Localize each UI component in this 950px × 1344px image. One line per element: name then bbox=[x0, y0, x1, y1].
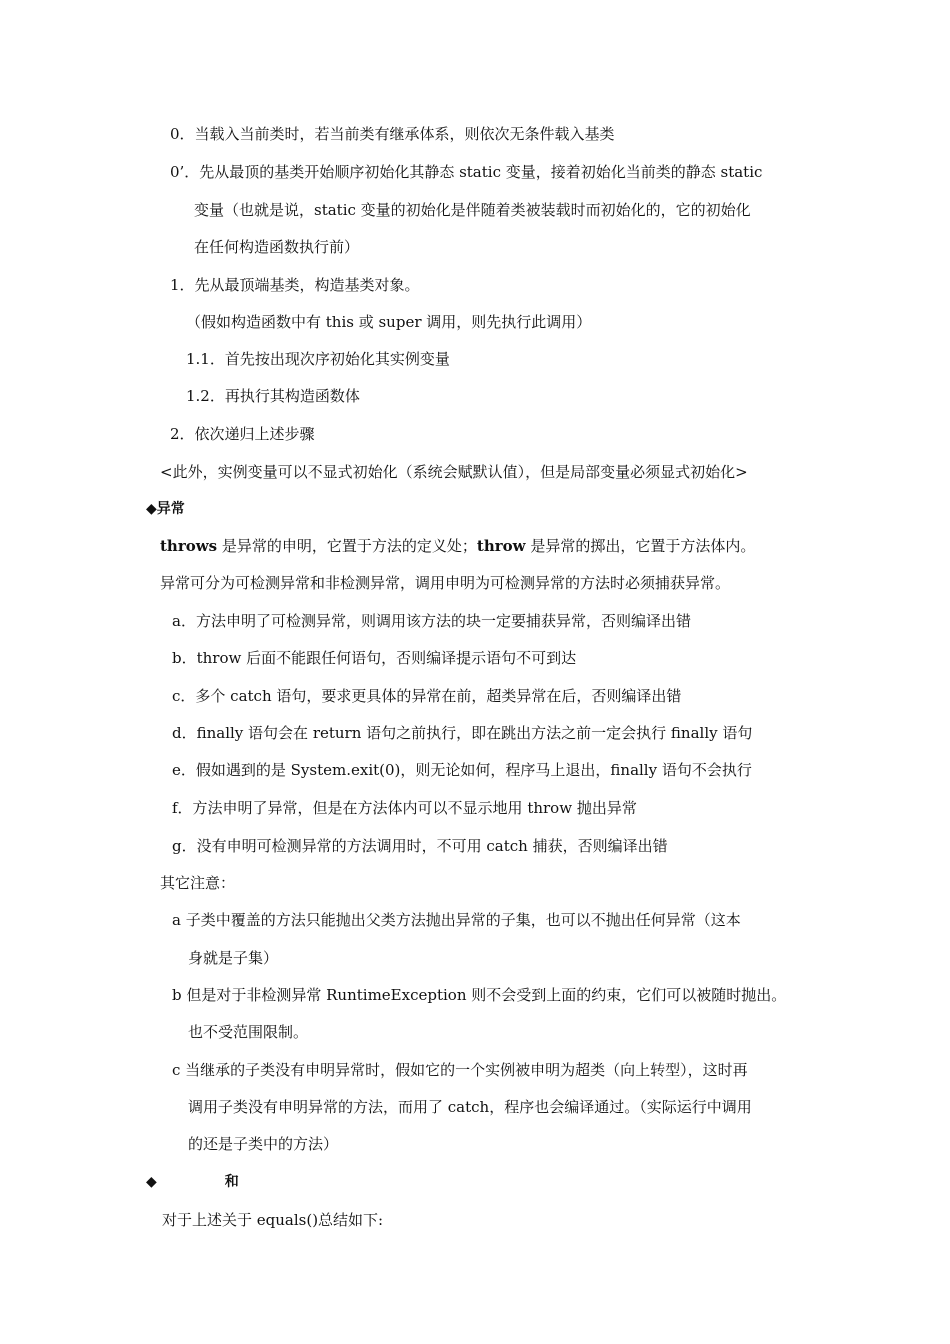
other-notes-title: 其它注意： bbox=[160, 874, 236, 892]
rule-item: f．方法申明了异常，但是在方法体内可以不显示地用 throw 抛出异常 bbox=[172, 799, 637, 817]
other-note-a-line1: a 子类中覆盖的方法只能抛出父类方法抛出异常的子集，也可以不抛出任何异常（这本 bbox=[172, 911, 741, 929]
other-note-c-line1: c 当继承的子类没有申明异常时，假如它的一个实例被申明为超类（向上转型），这时再 bbox=[172, 1061, 748, 1079]
other-note-c-line2: 调用子类没有申明异常的方法，而用了 catch，程序也会编译通过。（实际运行中调用 bbox=[188, 1098, 752, 1116]
exceptions-heading: ◆异常 bbox=[146, 501, 185, 517]
kw-throws: throws bbox=[160, 537, 218, 555]
init-step-2: 2．依次递归上述步骤 bbox=[170, 425, 315, 443]
init-step-1-1: 1.1．首先按出现次序初始化其实例变量 bbox=[186, 350, 450, 368]
rule-item: b．throw 后面不能跟任何语句，否则编译提示语句不可到达 bbox=[172, 649, 577, 667]
other-note-b-line2: 也不受范围限制。 bbox=[188, 1023, 309, 1041]
init-step-0-prime-line1: 0’．先从最顶的基类开始顺序初始化其静态 static 变量，接着初始化当前类的静态 static bbox=[170, 163, 763, 181]
throws-definition bbox=[160, 536, 755, 556]
rule-item: e．假如遇到的是 System.exit(0)，则无论如何，程序马上退出，finally 语句不会执行 bbox=[172, 761, 752, 779]
diamond-bullet-icon: ◆ bbox=[146, 1174, 157, 1190]
kw-throw: throw bbox=[476, 537, 526, 555]
rule-item: c．多个 catch 语句，要求更具体的异常在前，超类异常在后，否则编译出错 bbox=[172, 687, 682, 705]
other-note-b-line1: b 但是对于非检测异常 RuntimeException 则不会受到上面的约束，它们可以被随时抛出。 bbox=[172, 986, 787, 1004]
other-note-a-line2: 身就是子集） bbox=[188, 949, 279, 967]
and-word: 和 bbox=[224, 1174, 239, 1190]
exceptions-intro: 异常可分为可检测异常和非检测异常，调用申明为可检测异常的方法时必须捕获异常。 bbox=[160, 574, 731, 592]
rule-item: a．方法申明了可检测异常，则调用该方法的块一定要捕获异常，否则编译出错 bbox=[172, 612, 691, 630]
equals-heading bbox=[146, 1172, 239, 1192]
init-step-1-2: 1.2．再执行其构造函数体 bbox=[186, 387, 360, 405]
rule-item: d．finally 语句会在 return 语句之前执行，即在跳出方法之前一定会执行 finally 语句 bbox=[172, 724, 753, 742]
other-note-c-line3: 的还是子类中的方法） bbox=[188, 1135, 339, 1153]
init-note: <此外，实例变量可以不显式初始化（系统会赋默认值），但是局部变量必须显式初始化> bbox=[160, 463, 748, 481]
equals-summary: 对于上述关于 equals()总结如下: bbox=[162, 1211, 384, 1229]
rule-item: g．没有申明可检测异常的方法调用时，不可用 catch 捕获，否则编译出错 bbox=[172, 837, 668, 855]
init-step-0-prime-line2: 变量（也就是说，static 变量的初始化是伴随着类被装载时而初始化的，它的初始化 bbox=[194, 201, 751, 219]
throws-text: 是异常的申明，它置于方法的定义处； bbox=[217, 537, 477, 555]
init-step-0-prime-line3: 在任何构造函数执行前） bbox=[194, 238, 360, 256]
throw-text: 是异常的掷出，它置于方法体内。 bbox=[525, 537, 756, 555]
init-step-1: 1．先从最顶端基类，构造基类对象。 bbox=[170, 276, 420, 294]
init-step-1-note: （假如构造函数中有 this 或 super 调用，则先执行此调用） bbox=[186, 313, 592, 331]
init-step-0: 0．当载入当前类时，若当前类有继承体系，则依次无条件载入基类 bbox=[170, 125, 615, 143]
